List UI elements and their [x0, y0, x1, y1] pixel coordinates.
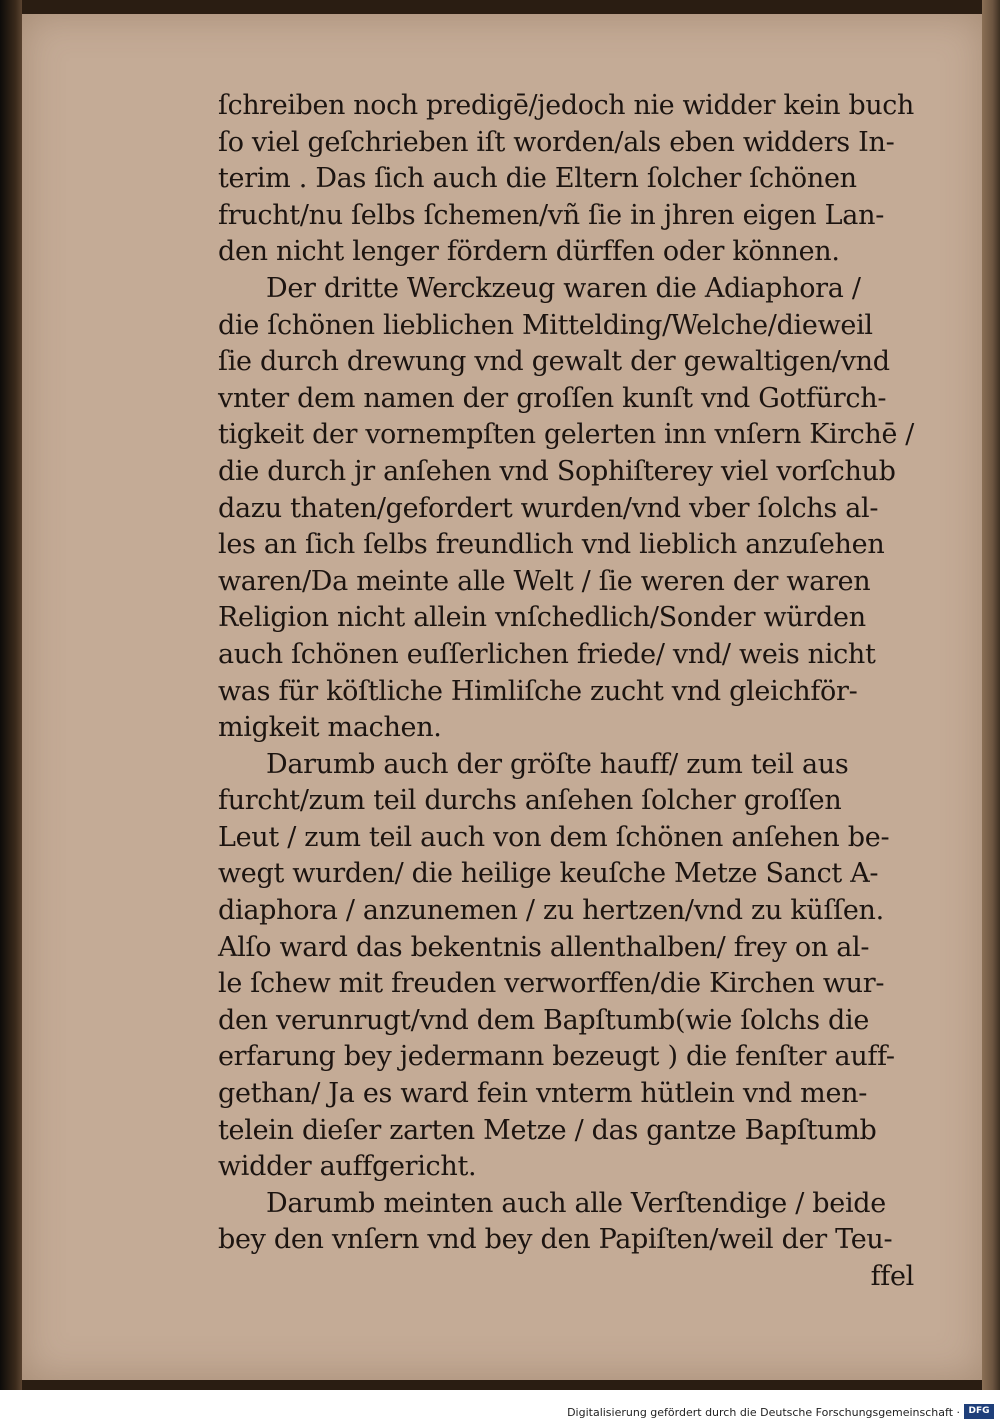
text-line: telein dieſer zarten Metze / das gantze Bapſtumb [218, 1114, 877, 1146]
text-line: le ſchew mit freuden verworffen/die Kirchen wur- [218, 968, 885, 1000]
text-line: Religion nicht allein vnſchedlich/Sonder würden [218, 602, 866, 634]
catchword: ffel [870, 1261, 914, 1292]
text-line: vnter dem namen der groſſen kunſt vnd Gotfürch- [218, 382, 887, 414]
funding-credit: Digitalisierung gefördert durch die Deutsche Forschungsgemeinschaft · [567, 1406, 960, 1419]
text-line: ſo viel geſchrieben iſt worden/als eben widders In- [218, 126, 895, 158]
text-line: ſie durch drewung vnd gewalt der gewaltigen/vnd [218, 346, 890, 378]
text-line: die durch jr anſehen vnd Sophiſterey viel vorſchub [218, 455, 896, 487]
text-line: Darumb meinten auch alle Verſtendige / beide [266, 1187, 886, 1219]
text-line: migkeit machen. [218, 712, 442, 744]
text-line: les an ſich ſelbs freundlich vnd lieblich anzuſehen [218, 529, 885, 561]
footer-bar [0, 1390, 1000, 1426]
text-line: furcht/zum teil durchs anſehen ſolcher groſſen [218, 785, 842, 817]
text-line: erfarung bey jedermann bezeugt ) die fenſter auff- [218, 1041, 895, 1073]
page-edge [982, 0, 1000, 1390]
text-line: ſchreiben noch predigē/jedoch nie widder kein buch [218, 90, 914, 121]
text-line: dazu thaten/gefordert wurden/vnd vber ſolchs al- [218, 492, 879, 524]
page-text-block [218, 88, 914, 1296]
text-line: widder auffgericht. [218, 1151, 477, 1183]
text-line: gethan/ Ja es ward fein vnterm hütlein vnd men- [218, 1078, 868, 1110]
text-line: bey den vnſern vnd bey den Papiſten/weil der Teu- [218, 1224, 893, 1256]
dfg-logo: DFG [964, 1404, 994, 1419]
text-line: diaphora / anzunemen / zu hertzen/vnd zu küſſen. [218, 895, 884, 927]
text-line: Leut / zum teil auch von dem ſchönen anſehen be- [218, 821, 890, 853]
text-line: den nicht lenger fördern dürffen oder können. [218, 236, 840, 268]
text-line: wegt wurden/ die heilige keuſche Metze Sanct A- [218, 858, 879, 890]
text-line: Alſo ward das bekentnis allenthalben/ frey on al- [218, 931, 870, 963]
text-line: was für köſtliche Himliſche zucht vnd gleichför- [218, 675, 858, 707]
text-line: tigkeit der vornempſten gelerten inn vnſern Kirchē / [218, 419, 914, 451]
text-line: terim . Das ſich auch die Eltern ſolcher ſchönen [218, 163, 857, 195]
book-spine [0, 0, 22, 1390]
text-line: die ſchönen lieblichen Mittelding/Welche/dieweil [218, 309, 873, 341]
text-line: frucht/nu ſelbs ſchemen/vñ ſie in jhren eigen Lan- [218, 199, 885, 231]
text-line: auch ſchönen euſſerlichen friede/ vnd/ weis nicht [218, 638, 876, 670]
text-line: waren/Da meinte alle Welt / ſie weren der waren [218, 565, 871, 597]
text-line: Der dritte Werckzeug waren die Adiaphora / [266, 272, 861, 304]
text-line: den verunrugt/vnd dem Bapſtumb(wie ſolchs die [218, 1004, 870, 1036]
text-line: Darumb auch der gröſte hauff/ zum teil aus [266, 748, 849, 780]
